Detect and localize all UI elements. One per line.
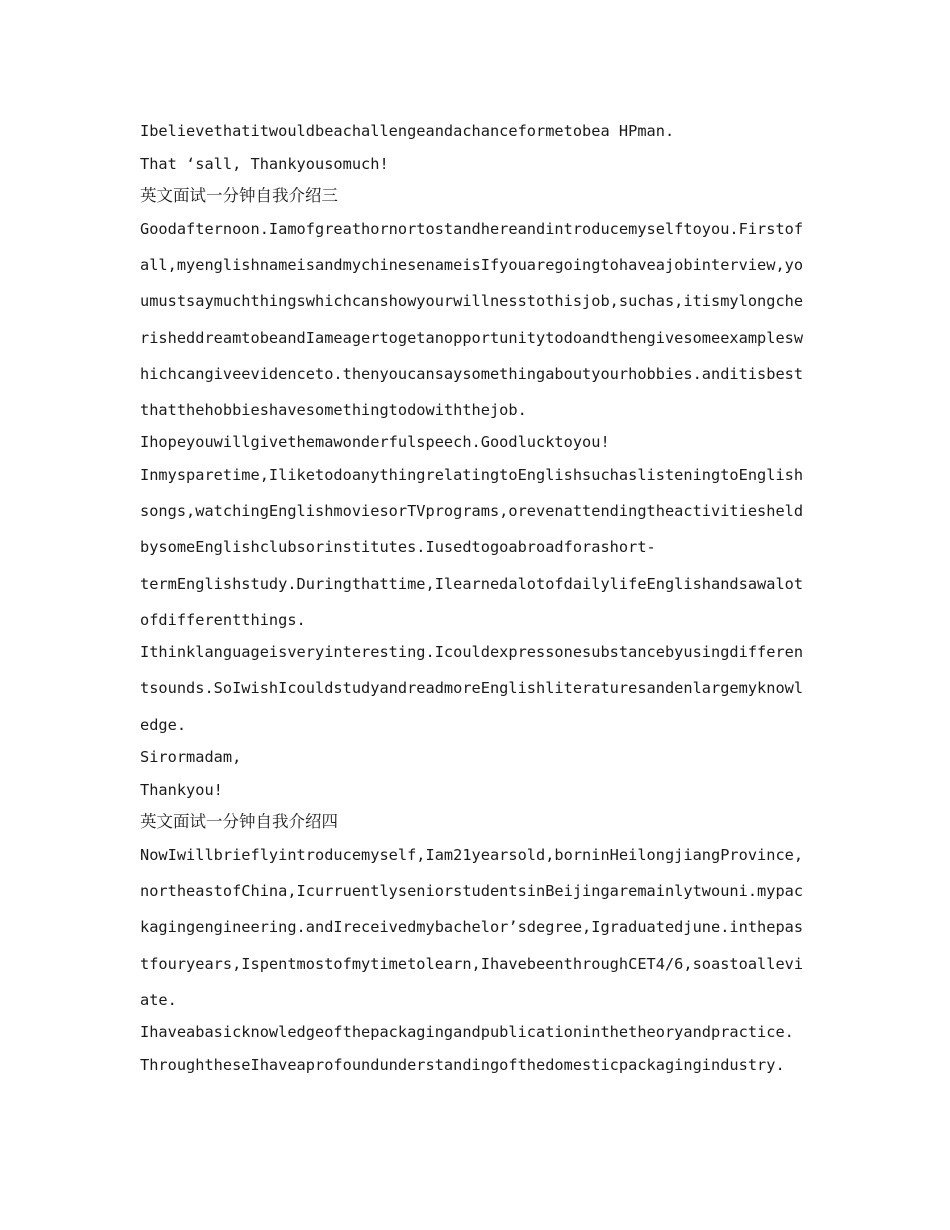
text-line: Goodafternoon.Iamofgreathornortostandhereandintroducemyselftoyou.Firstof bbox=[140, 220, 804, 238]
text-line: hichcangiveevidenceto.thenyoucansaysomethingaboutyourhobbies.anditisbest bbox=[140, 364, 804, 383]
text-line: thatthehobbieshavesomethingtodowiththejob. bbox=[140, 400, 527, 419]
document-body bbox=[140, 117, 812, 1083]
text-line: edge. bbox=[140, 715, 187, 734]
section-heading: 英文面试一分钟自我介绍四 bbox=[140, 812, 338, 832]
text-line: Sirormadam, bbox=[140, 748, 242, 767]
text-line: ate. bbox=[140, 990, 177, 1009]
text-line: all,myenglishnameisandmychinesenameisIfyouaregoingtohaveajobinterview,yo bbox=[140, 256, 804, 275]
text-line: kagingengineering.andIreceivedmybachelor’sdegree,Igraduatedjune.inthepas bbox=[140, 918, 804, 937]
text-line: Thankyou! bbox=[140, 780, 223, 799]
text-line: Ihaveabasicknowledgeofthepackagingandpublicationinthetheoryandpractice. bbox=[140, 1023, 794, 1042]
text-line: ThroughtheseIhaveaprofoundunderstandingofthedomesticpackagingindustry. bbox=[140, 1055, 785, 1074]
text-line: tsounds.SoIwishIcouldstudyandreadmoreEnglishliteraturesandenlargemyknowl bbox=[140, 679, 804, 698]
text-line: songs,watchingEnglishmoviesorTVprograms,orevenattendingtheactivitiesheld bbox=[140, 502, 804, 521]
section-heading: 英文面试一分钟自我介绍三 bbox=[140, 186, 338, 205]
text-line: risheddreamtobeandIameagertogetanopportunitytodoandthengivesomeexamplesw bbox=[140, 328, 804, 347]
text-line: bysomeEnglishclubsorinstitutes.Iusedtogoabroadforashort- bbox=[140, 538, 656, 557]
text-line: northeastofChina,IcurruentlyseniorstudentsinBeijingaremainlytwouni.mypac bbox=[140, 882, 804, 901]
text-line: Ibelievethatitwouldbeachallengeandachanceformetobea HPman. bbox=[140, 122, 675, 140]
text-line: Inmysparetime,IliketodoanythingrelatingtoEnglishsuchaslisteningtoEnglish bbox=[140, 465, 804, 484]
text-line: termEnglishstudy.Duringthattime,IlearnedalotofdailylifeEnglishandsawalot bbox=[140, 574, 804, 593]
text-line: Ihopeyouwillgivethemawonderfulspeech.Goodlucktoyou! bbox=[140, 433, 610, 452]
text-line: tfouryears,Ispentmostofmytimetolearn,IhavebeenthroughCET4/6,soastoallevi bbox=[140, 954, 804, 973]
text-line: Ithinklanguageisveryinteresting.Icouldexpressonesubstancebyusingdifferen bbox=[140, 643, 804, 662]
text-line: umustsaymuchthingswhichcanshowyourwillnesstothisjob,suchas,itismylongche bbox=[140, 292, 804, 311]
text-line: ofdifferentthings. bbox=[140, 610, 306, 629]
text-line: NowIwillbrieflyintroducemyself,Iam21yearsold,borninHeilongjiangProvince, bbox=[140, 846, 804, 865]
text-line: That ‘sall, Thankyousomuch! bbox=[140, 154, 389, 173]
